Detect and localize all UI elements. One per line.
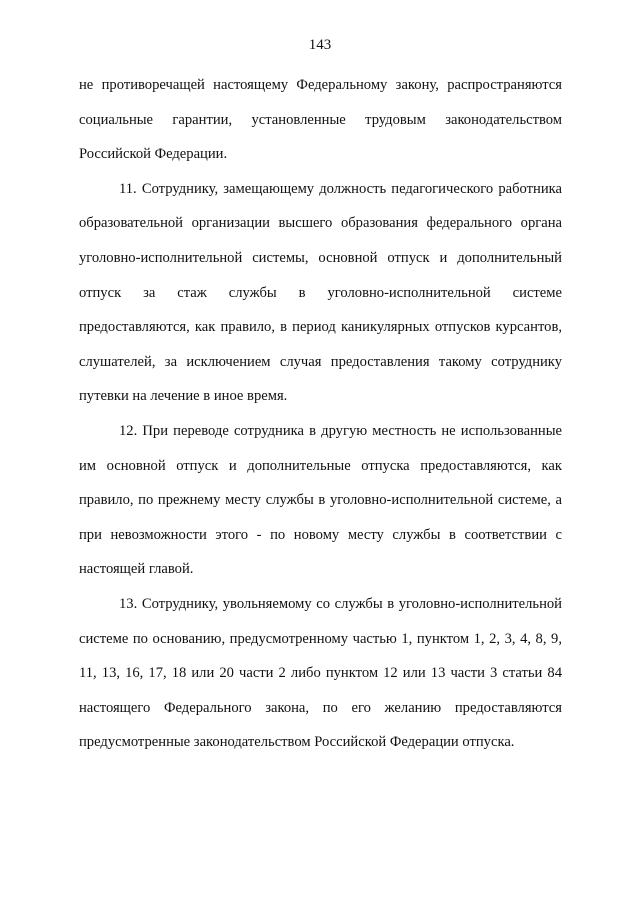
page-number: 143 xyxy=(308,37,332,53)
paragraph-12: 12. При переводе сотрудника в другую местность не использованные им основной отпуск и дополнительные отпуска предоставляются, как правило, по прежнему месту службы в уголовно-исполнительной системе, а при невозможности этого - по новому месту службы в соответствии с настоящей главой. xyxy=(79,422,562,578)
paragraph-13: 13. Сотруднику, увольняемому со службы в уголовно-исполнительной системе по основанию, предусмотренному частью 1, пунктом 1, 2, 3, 4, 8, 9, 11, 13, 16, 17, 18 или 20 части 2 либо пунктом 12 или 13 части 3 статьи 84 настоящего Федерального закона, по его желанию предоставляются предусмотренные законодательством Российской Федерации отпуска. xyxy=(79,595,562,751)
paragraph-11: 11. Сотруднику, замещающему должность педагогического работника образовательной организации высшего образования федерального органа уголовно-исполнительной системы, основной отпуск и дополнительный отпуск за стаж службы в уголовно-исполнительной системе предоставляются, как правило, в период каникулярных отпусков курсантов, слушателей, за исключением случая предоставления такому сотруднику путевки на лечение в иное время. xyxy=(79,180,562,405)
paragraph-continuation: не противоречащей настоящему Федеральному закону, распространяются социальные гарантии, установленные трудовым законодательством Российской Федерации. xyxy=(79,77,562,163)
document-body xyxy=(79,68,562,760)
